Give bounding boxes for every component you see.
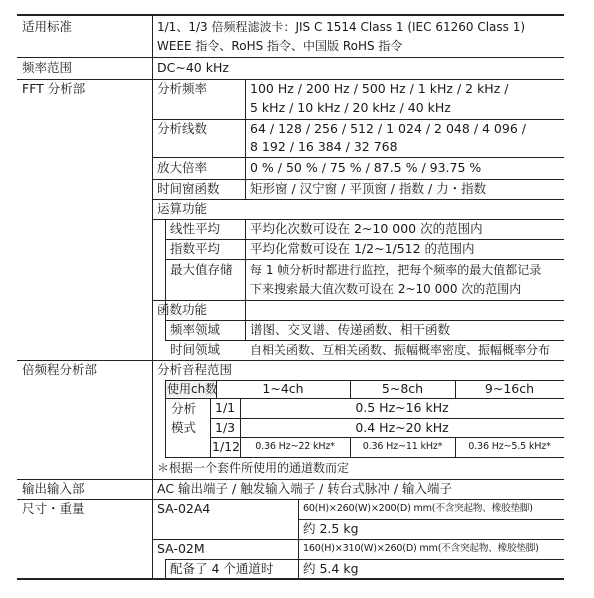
rule-bottom <box>17 578 564 580</box>
rule-col-oct-mode <box>210 398 211 457</box>
rule-col-func-label <box>245 300 246 340</box>
rule-fft-end <box>17 360 564 361</box>
octave-mode-3-name: 1/12 <box>212 439 241 454</box>
compute-max-line-2: 下来搜索最大值次数可设在 2~10 000 次的范围内 <box>250 282 522 296</box>
std-label: 适用标准 <box>22 19 73 34</box>
fft-window-label: 时间窗函数 <box>157 181 220 196</box>
freq-value: DC~40 kHz <box>157 60 229 75</box>
octave-ch-header-2: 5~8ch <box>381 381 424 396</box>
fft-compute-label: 运算功能 <box>157 201 208 216</box>
compute-linear-label: 线性平均 <box>170 221 221 236</box>
rule-col-calc-label <box>245 219 246 300</box>
size-a4-weight: 约 2.5 kg <box>303 521 359 536</box>
size-m-model: SA-02M <box>157 541 205 556</box>
rule-col-size-cond <box>165 559 166 578</box>
octave-mode-label-2: 模式 <box>171 420 197 435</box>
octave-mode-3-cell-3: 0.36 Hz~5.5 kHz* <box>468 441 551 452</box>
octave-mode-3-cell-1: 0.36 Hz~22 kHz* <box>255 441 335 452</box>
std-line-1: 1/1、1/3 倍频程滤波卡：JIS C 1514 Class 1 (IEC 61260 Class 1) <box>157 20 526 34</box>
rule-col-size <box>298 499 299 578</box>
fft-zoom-value: 0 % / 50 % / 75 % / 87.5 % / 93.75 % <box>250 160 482 175</box>
size-label: 尺寸・重量 <box>22 501 85 516</box>
func-freq-value: 谱图、交叉谱、传递函数、相干函数 <box>250 322 451 337</box>
octave-mode-1-name: 1/1 <box>215 400 236 415</box>
fft-analysis-freq-label: 分析频率 <box>157 81 208 96</box>
rule-std <box>17 57 564 58</box>
rule-top <box>17 14 564 16</box>
func-time-label: 时间领域 <box>170 342 221 357</box>
octave-mode-2-name: 1/3 <box>215 420 236 435</box>
fft-analysis-freq-line-1: 100 Hz / 200 Hz / 500 Hz / 1 kHz / 2 kHz / <box>250 81 509 96</box>
io-value: AC 输出端子 / 触发输入端子 / 转台式脉冲 / 输入端子 <box>157 481 453 496</box>
fft-lines-line-2: 8 192 / 16 384 / 32 768 <box>250 139 398 154</box>
func-freq-label: 频率领域 <box>170 322 221 337</box>
fft-label: FFT 分析部 <box>22 81 86 96</box>
octave-note: ＊根据一个套件所使用的通道数而定 <box>157 461 350 475</box>
fft-lines-line-1: 64 / 128 / 256 / 512 / 1 024 / 2 048 / 4 096 / <box>250 121 526 136</box>
octave-label: 倍频程分析部 <box>22 362 98 377</box>
fft-functions-label: 函数功能 <box>157 302 208 317</box>
octave-ch-header-1: 1~4ch <box>262 381 304 396</box>
fft-analysis-freq-line-2: 5 kHz / 10 kHz / 20 kHz / 40 kHz <box>250 100 451 115</box>
rule-fft-4 <box>152 199 564 200</box>
compute-max-line-1: 每 1 帧分析时都进行监控，把每个频率的最大值都记录 <box>250 263 542 277</box>
octave-ch-header-3: 9~16ch <box>484 381 535 396</box>
compute-linear-value: 平均化次数可设在 2~10 000 次的范围内 <box>250 221 483 236</box>
rule-oct-5 <box>165 457 564 458</box>
octave-mode-label-1: 分析 <box>171 401 197 416</box>
fft-zoom-label: 放大倍率 <box>157 160 208 175</box>
compute-exp-value: 平均化常数可设在 1/2~1/512 的范围内 <box>250 241 475 256</box>
rule-col-calc-indent <box>165 219 166 300</box>
rule-fft-6 <box>152 300 564 301</box>
std-line-2: WEEE 指令、RoHS 指令、中国版 RoHS 指令 <box>157 39 403 53</box>
size-m-condition: 配备了 4 个通道时 <box>170 561 274 576</box>
size-a4-dims: 60(H)×260(W)×200(D) mm(不含突起物、橡胶垫脚) <box>303 503 533 514</box>
rule-calc-2 <box>165 259 564 260</box>
freq-label: 频率范围 <box>22 60 73 75</box>
rule-col-fft-label <box>245 79 246 199</box>
fft-window-value: 矩形窗 / 汉宁窗 / 平顶窗 / 指数 / 力・指数 <box>250 181 487 196</box>
func-time-value: 自相关函数、互相关函数、振幅概率密度、振幅概率分布 <box>250 343 551 357</box>
size-m-dims: 160(H)×310(W)×260(D) mm(不含突起物、橡胶垫脚) <box>303 543 539 554</box>
octave-range-label: 分析音程范围 <box>157 362 233 377</box>
octave-mode-2-value: 0.4 Hz~20 kHz <box>355 420 449 435</box>
size-a4-model: SA-02A4 <box>157 501 211 516</box>
fft-lines-label: 分析线数 <box>157 121 208 136</box>
octave-ch-label: 使用ch数 <box>167 382 218 396</box>
octave-mode-3-cell-2: 0.36 Hz~11 kHz* <box>362 441 443 452</box>
size-m-weight: 约 5.4 kg <box>303 561 359 576</box>
compute-max-label: 最大值存储 <box>170 262 233 277</box>
compute-exp-label: 指数平均 <box>170 241 221 256</box>
rule-fft-2 <box>152 157 564 158</box>
rule-col-oct-indent <box>165 380 166 457</box>
octave-mode-1-value: 0.5 Hz~16 kHz <box>355 400 449 415</box>
io-label: 输出输入部 <box>22 481 85 496</box>
rule-col-main <box>152 15 153 578</box>
